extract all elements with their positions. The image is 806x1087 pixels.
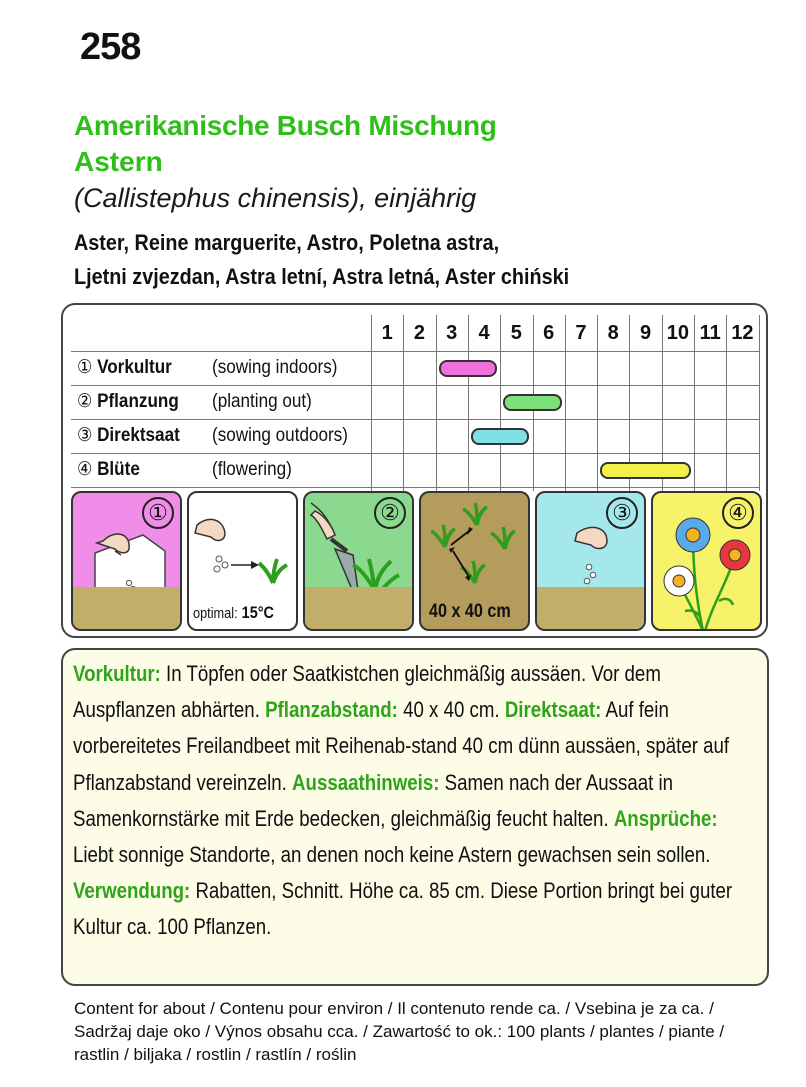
month-header: 6 bbox=[543, 322, 555, 344]
step-2-marker: ② bbox=[374, 497, 406, 529]
month-header: 10 bbox=[666, 322, 689, 344]
step-4-marker: ④ bbox=[722, 497, 754, 529]
row-english: (sowing outdoors) bbox=[212, 425, 348, 446]
keyword-ansprueche: Ansprüche: bbox=[613, 805, 718, 831]
common-names-line2: Ljetni zvjezdan, Astra letní, Astra letná, Aster chiński bbox=[74, 264, 570, 289]
month-header: 3 bbox=[446, 322, 458, 344]
month-header: 1 bbox=[381, 322, 393, 344]
step-1-marker: ① bbox=[142, 497, 174, 529]
calendar-row-label bbox=[77, 453, 292, 487]
month-header: 11 bbox=[699, 322, 721, 344]
row-english: (planting out) bbox=[212, 391, 312, 412]
month-header: 2 bbox=[413, 322, 425, 344]
tile-sowing-indoors bbox=[71, 491, 182, 631]
row-marker: ① bbox=[77, 357, 98, 378]
text-direktsaat: Auf fein vorbereitetes Freilandbeet mit Reihenab-stand 40 cm dünn aussäen, später auf Pflanzabstand vereinzeln. bbox=[73, 697, 730, 795]
keyword-aussaathinweis: Aussaathinweis: bbox=[292, 769, 440, 795]
period-bar bbox=[503, 394, 562, 411]
calendar-grid bbox=[71, 315, 759, 491]
month-header: 7 bbox=[575, 322, 587, 344]
latin-name: (Callistephus chinensis), einjährig bbox=[74, 183, 477, 213]
spacing-caption: 40 x 40 cm bbox=[429, 601, 511, 622]
row-english: (flowering) bbox=[212, 459, 292, 480]
calendar-row-label bbox=[77, 385, 312, 419]
calendar-row-label bbox=[77, 351, 338, 385]
variety-title: Amerikanische Busch Mischung bbox=[74, 110, 497, 141]
month-header: 8 bbox=[607, 322, 619, 344]
row-label: Vorkultur bbox=[97, 357, 172, 378]
step-3-marker: ③ bbox=[606, 497, 638, 529]
month-header: 12 bbox=[731, 322, 754, 344]
keyword-direktsaat: Direktsaat: bbox=[504, 697, 602, 723]
row-label: Pflanzung bbox=[97, 391, 179, 412]
period-bar bbox=[471, 428, 530, 445]
month-header: 5 bbox=[510, 322, 522, 344]
calendar-row-label bbox=[77, 419, 348, 453]
row-marker: ③ bbox=[77, 425, 98, 446]
row-marker: ② bbox=[77, 391, 98, 412]
grid-line bbox=[759, 315, 760, 491]
keyword-pflanzabstand: Pflanzabstand: bbox=[265, 697, 398, 723]
period-bar bbox=[600, 462, 691, 479]
grid-line bbox=[71, 487, 759, 488]
period-bar bbox=[439, 360, 498, 377]
blue-aster bbox=[676, 518, 710, 552]
tile-germination-temperature bbox=[187, 491, 298, 631]
month-header: 9 bbox=[639, 322, 652, 344]
species-title: Astern bbox=[74, 146, 163, 177]
grid-line bbox=[71, 453, 759, 454]
row-english: (sowing indoors) bbox=[212, 357, 338, 378]
tile-flowering bbox=[651, 491, 762, 631]
text-pflanzabstand: 40 x 40 cm. bbox=[397, 697, 505, 723]
text-ansprueche: Liebt sonnige Standorte, an denen noch keine Astern gewachsen sein sollen. bbox=[73, 842, 711, 868]
packet-number: 258 bbox=[80, 26, 141, 68]
optimal-temperature bbox=[193, 603, 274, 623]
soil bbox=[305, 587, 412, 629]
temperature-value: 15°C bbox=[241, 603, 274, 622]
white-aster bbox=[664, 566, 694, 596]
keyword-verwendung: Verwendung: bbox=[73, 878, 191, 904]
month-header: 4 bbox=[478, 322, 490, 344]
text-verwendung: Rabatten, Schnitt. Höhe ca. 85 cm. Diese Portion bringt bei guter Kultur ca. 100 Pflanzen. bbox=[73, 878, 733, 940]
keyword-vorkultur: Vorkultur: bbox=[73, 661, 161, 686]
optimal-label: optimal: bbox=[193, 605, 238, 622]
calendar-panel bbox=[61, 303, 768, 638]
tile-plant-spacing bbox=[419, 491, 530, 631]
instructions-text bbox=[73, 656, 762, 946]
content-quantity-note: Content for about / Contenu pour environ / Il contenuto rende ca. / Vsebina je za ca. / Sadržaj daje oko / Výnos obsahu cca. / Zawartość to ok.: 100 plants / plantes / piante / rastlin / biljaka / rostlin / rastlín / roślin bbox=[74, 999, 725, 1064]
tile-sowing-outdoors bbox=[535, 491, 646, 631]
soil bbox=[73, 587, 180, 629]
tile-planting-out bbox=[303, 491, 414, 631]
row-label: Blüte bbox=[97, 459, 140, 480]
text-vorkultur: In Töpfen oder Saatkistchen gleichmäßig aussäen. Vor dem Auspflanzen abhärten. bbox=[73, 661, 661, 723]
grid-line bbox=[71, 351, 759, 352]
common-names-line1: Aster, Reine marguerite, Astro, Poletna astra, bbox=[74, 230, 500, 255]
row-marker: ④ bbox=[77, 459, 98, 480]
soil bbox=[537, 587, 644, 629]
red-aster bbox=[720, 540, 750, 570]
row-label: Direktsaat bbox=[97, 425, 180, 446]
instruction-tiles bbox=[71, 491, 762, 631]
cultivation-instructions bbox=[61, 648, 769, 986]
text-aussaathinweis: Samen nach der Aussaat in Samenkornstärke mit Erde bedecken, gleichmäßig feucht halten. bbox=[73, 769, 674, 831]
